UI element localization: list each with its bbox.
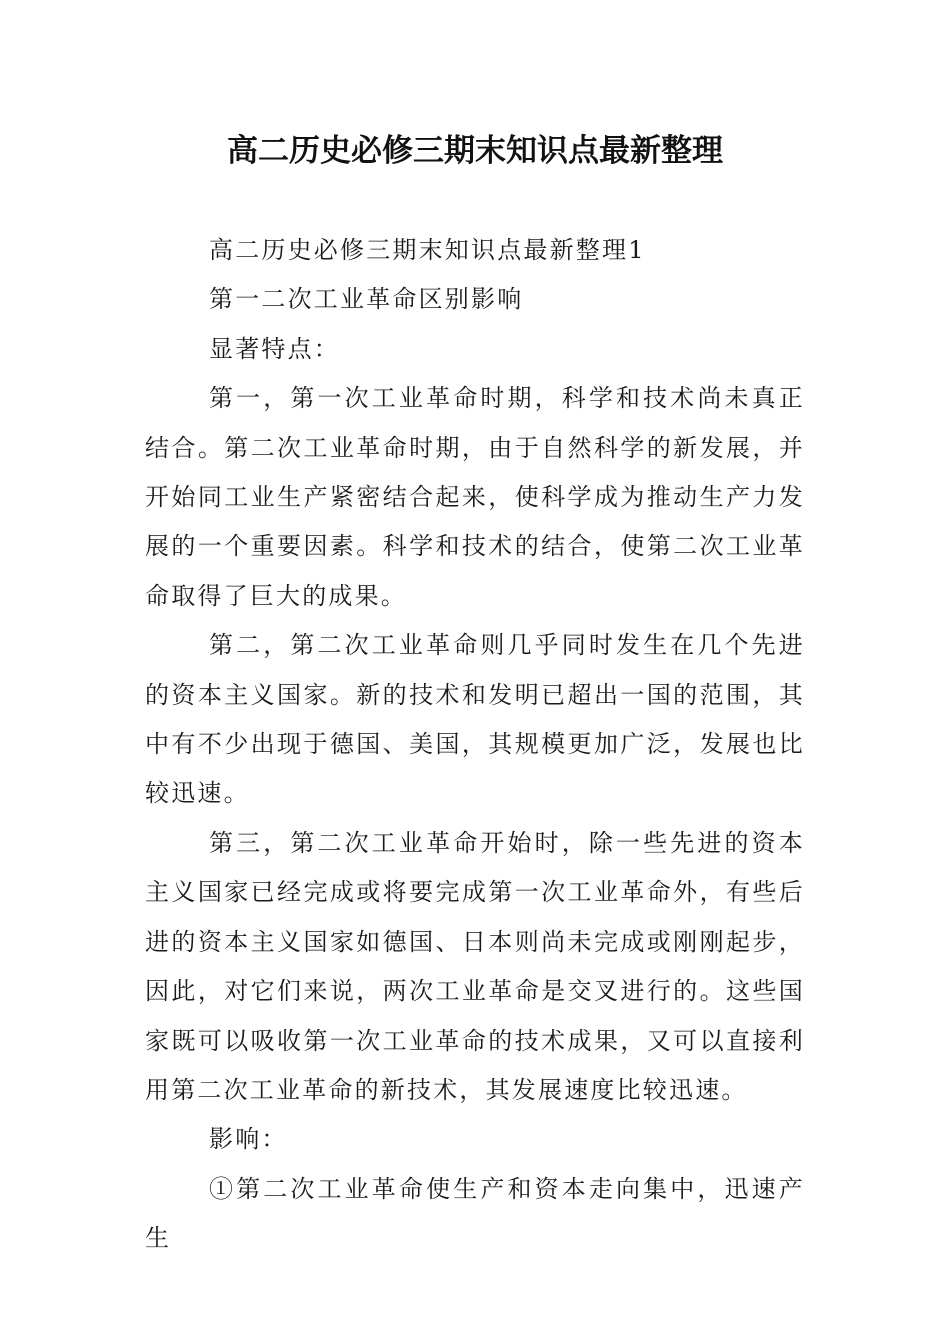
paragraph-feature-two: 第二，第二次工业革命则几乎同时发生在几个先进的资本主义国家。新的技术和发明已超出一国的范围，其中有不少出现于德国、美国，其规模更加广泛，发展也比较迅速。 (145, 631, 805, 808)
document-title: 高二历史必修三期末知识点最新整理 (227, 133, 723, 169)
paragraph-features-label: 显著特点： (209, 334, 340, 363)
paragraph-impact-one: ①第二次工业革命使生产和资本走向集中，迅速产生 (145, 1174, 805, 1253)
paragraph-feature-three: 第三，第二次工业革命开始时，除一些先进的资本主义国家已经完成或将要完成第一次工业革命外，有些后进的资本主义国家如德国、日本则尚未完成或刚刚起步，因此，对它们来说，两次工业革命是交叉进行的。这些国家既可以吸收第一次工业革命的技术成果，又可以直接利用第二次工业革命的新技术，其发展速度比较迅速。 (145, 828, 805, 1104)
paragraph-feature-one: 第一，第一次工业革命时期，科学和技术尚未真正结合。第二次工业革命时期，由于自然科学的新发展，并开始同工业生产紧密结合起来，使科学成为推动生产力发展的一个重要因素。科学和技术的结合，使第二次工业革命取得了巨大的成果。 (145, 384, 805, 610)
document-body (145, 226, 805, 1264)
paragraph-subtitle: 高二历史必修三期末知识点最新整理1 (209, 236, 646, 264)
paragraph-impact-label: 影响： (209, 1125, 288, 1154)
paragraph-section-heading: 第一二次工业革命区别影响 (209, 285, 524, 314)
